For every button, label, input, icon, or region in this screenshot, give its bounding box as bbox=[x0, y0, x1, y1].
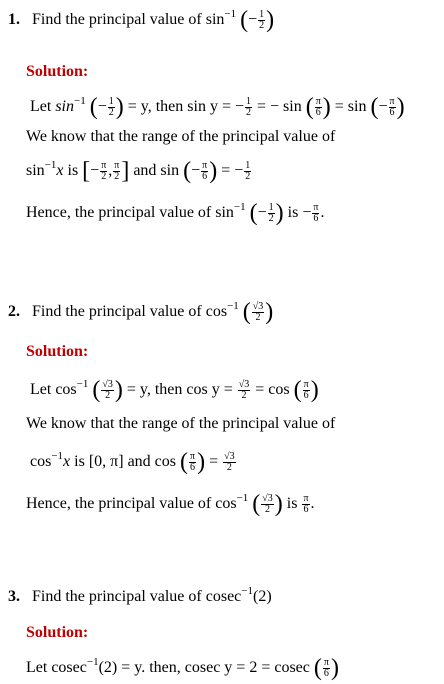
q1-line1: Let $\sin^{-1}$ (− $\frac{1}{2}$ ) = y, then sin y = − $\frac{1}{2}$ = − sin ( $\frac{\pi}{6}$ ) = sin (− $\frac{\pi}{6}$ ) bbox=[30, 93, 405, 120]
q1-number: 1. bbox=[8, 11, 20, 29]
q2-line4: Hence, the principal value of $\cos^{-1}$ ( $\frac{√3}{2}$ ) is $\frac{\pi}{6}$ . bbox=[26, 490, 315, 517]
q2-line2: We know that the range of the principal value of bbox=[26, 415, 336, 432]
q2-text: Find the principal value of cos bbox=[32, 303, 228, 321]
q1-sup: −1 bbox=[224, 8, 237, 21]
q1-line3: $\sin^{-1}x$ is [− $\frac{\pi}{2}$ , $\frac{\pi}{2}$ ] and sin (− $\frac{\pi}{6}$ ) = − $\frac{1}{2}$ bbox=[26, 157, 251, 184]
q1-frac: $\frac{1}{2}$ bbox=[259, 9, 265, 31]
q3-line1: Let cosec$^{-1}$(2) = y. then, cosec y = 2 = cosec ( $\frac{\pi}{6}$ ) bbox=[26, 654, 339, 681]
q2-line3: $\cos^{-1}x$ is [0, π] and cos ( $\frac{\pi}{6}$ ) = $\frac{√3}{2}$ bbox=[30, 448, 235, 475]
q3-number: 3. bbox=[8, 588, 20, 605]
q3-text: Find the principal value of cosec bbox=[32, 588, 242, 605]
q2-solution-label: Solution: bbox=[26, 343, 89, 360]
q3-solution-label: Solution: bbox=[26, 624, 89, 641]
q1-heading: 1. Find the principal value of $\sin^{-1}$ (− $\frac{1}{2}$ ) bbox=[8, 6, 275, 33]
q3-heading: 3. Find the principal value of cosec$^{-1}$(2) bbox=[8, 585, 272, 605]
q2-line1: Let $\cos^{-1}$ ( $\frac{√3}{2}$ ) = y, then cos y = $\frac{√3}{2}$ = cos ( $\frac{\pi}{6}$ ) bbox=[30, 376, 319, 403]
q2-number: 2. bbox=[8, 303, 20, 321]
q2-heading: 2. Find the principal value of $\cos^{-1}$ ( $\frac{√3}{2}$ ) bbox=[8, 298, 274, 325]
q1-solution-label: Solution: bbox=[26, 63, 89, 80]
q1-text: Find the principal value of sin bbox=[32, 11, 225, 29]
q1-line2: We know that the range of the principal value of bbox=[26, 128, 336, 145]
q1-line4: Hence, the principal value of $\sin^{-1}$ (− $\frac{1}{2}$ ) is − $\frac{\pi}{6}$ . bbox=[26, 199, 325, 226]
